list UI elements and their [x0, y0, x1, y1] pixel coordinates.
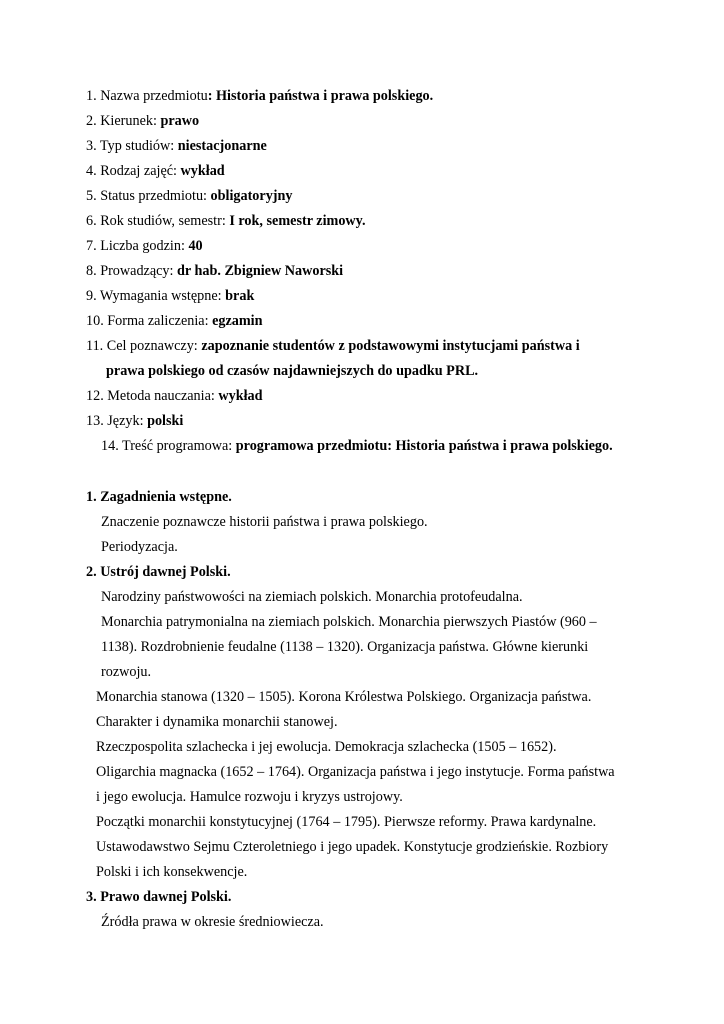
section-heading: 2. Ustrój dawnej Polski.: [86, 564, 231, 580]
item-cognitive-goal: 11. Cel poznawczy: zapoznanie studentów z podstawowymi instytucjami państwa i: [86, 338, 580, 354]
item-study-type: 3. Typ studiów: niestacjonarne: [86, 138, 267, 154]
section-line: Ustawodawstwo Sejmu Czteroletniego i jego upadek. Konstytucje grodzieńskie. Rozbiory: [96, 839, 609, 855]
section-line: 1138). Rozdrobnienie feudalne (1138 – 1320). Organizacja państwa. Główne kierunki: [101, 639, 589, 655]
section-line: Oligarchia magnacka (1652 – 1764). Organizacja państwa i jego instytucje. Forma państwa: [96, 764, 615, 780]
item-class-type: 4. Rodzaj zajęć: wykład: [86, 163, 225, 179]
item-prerequisites: 9. Wymagania wstępne: brak: [86, 288, 255, 304]
section-line: rozwoju.: [101, 664, 152, 680]
section-line: Periodyzacja.: [101, 539, 178, 555]
section-heading: 1. Zagadnienia wstępne.: [86, 489, 232, 505]
item-hours: 7. Liczba godzin: 40: [86, 238, 203, 254]
section-heading: 3. Prawo dawnej Polski.: [86, 889, 232, 905]
item-course-status: 5. Status przedmiotu: obligatoryjny: [86, 188, 293, 204]
section-line: Narodziny państwowości na ziemiach polskich. Monarchia protofeudalna.: [101, 589, 523, 605]
item-language: 13. Język: polski: [86, 413, 184, 429]
section-line: Rzeczpospolita szlachecka i jej ewolucja. Demokracja szlachecka (1505 – 1652).: [96, 739, 557, 755]
item-teaching-method: 12. Metoda nauczania: wykład: [86, 388, 263, 404]
item-cognitive-goal-continued: prawa polskiego od czasów najdawniejszych do upadku PRL.: [106, 363, 479, 379]
section-line: Początki monarchii konstytucyjnej (1764 – 1795). Pierwsze reformy. Prawa kardynalne.: [96, 814, 597, 830]
item-program-content: 14. Treść programowa: programowa przedmiotu: Historia państwa i prawa polskiego.: [101, 438, 613, 454]
item-year-semester: 6. Rok studiów, semestr: I rok, semestr zimowy.: [86, 213, 366, 229]
section-line: Źródła prawa w okresie średniowiecza.: [101, 914, 324, 930]
section-line: Znaczenie poznawcze historii państwa i prawa polskiego.: [101, 514, 428, 530]
section-line: Monarchia stanowa (1320 – 1505). Korona Królestwa Polskiego. Organizacja państwa.: [96, 689, 592, 705]
section-line: Charakter i dynamika monarchii stanowej.: [96, 714, 338, 730]
section-line: Monarchia patrymonialna na ziemiach polskich. Monarchia pierwszych Piastów (960 –: [101, 614, 597, 630]
item-course-name: 1. Nazwa przedmiotu: Historia państwa i prawa polskiego.: [86, 88, 434, 104]
item-lecturer: 8. Prowadzący: dr hab. Zbigniew Naworski: [86, 263, 344, 279]
item-field-of-study: 2. Kierunek: prawo: [86, 113, 200, 129]
section-line: Polski i ich konsekwencje.: [96, 864, 248, 880]
item-assessment-form: 10. Forma zaliczenia: egzamin: [86, 313, 263, 329]
section-line: i jego ewolucja. Hamulce rozwoju i kryzys ustrojowy.: [96, 789, 403, 805]
